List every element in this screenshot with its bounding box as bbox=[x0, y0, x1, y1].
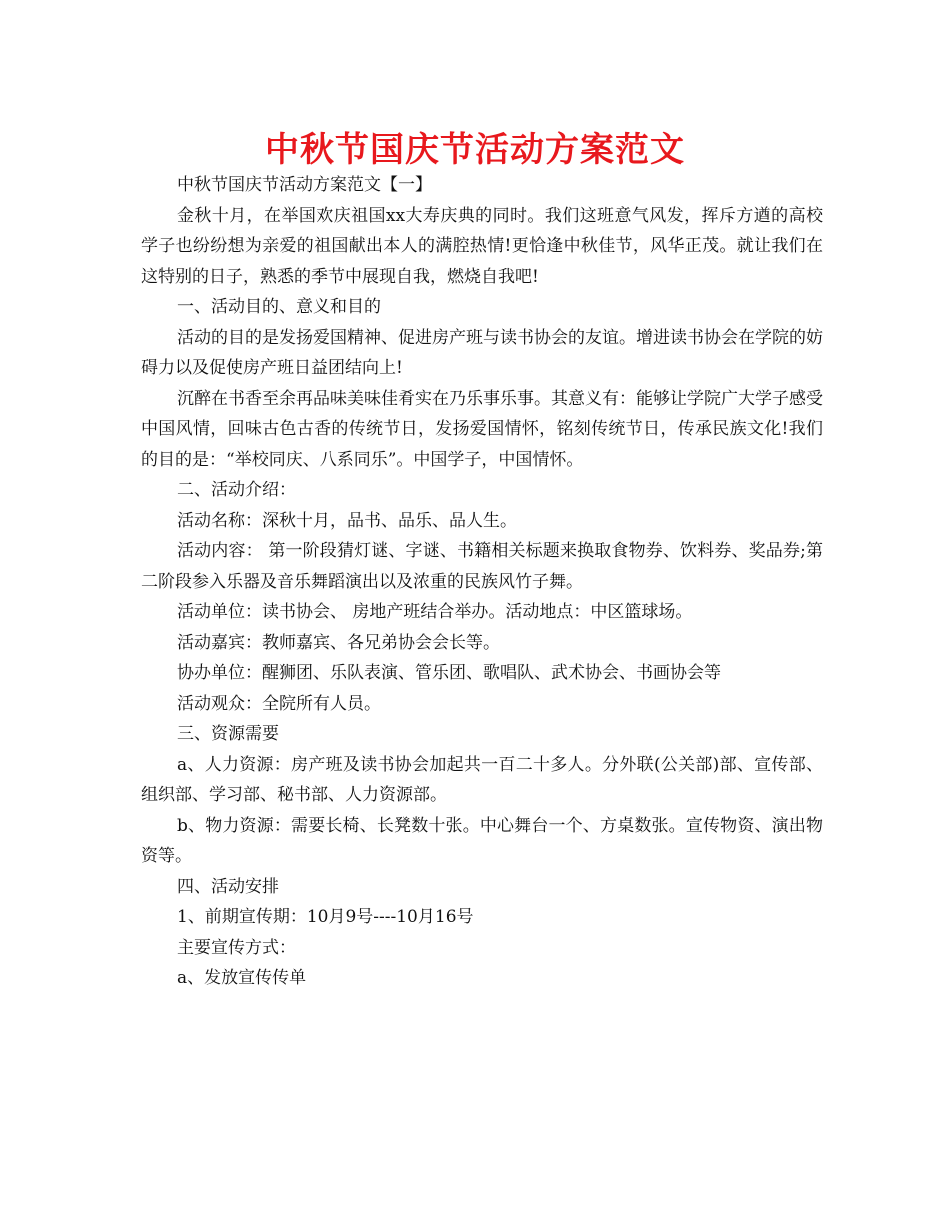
paragraph: 活动观众：全院所有人员。 bbox=[177, 693, 381, 714]
paragraph: 中秋节国庆节活动方案范文【一】 bbox=[177, 175, 432, 195]
paragraph: 活动名称：深秋十月，品书、品乐、品人生。 bbox=[177, 510, 517, 531]
paragraph: 活动内容： 第一阶段猜灯谜、字谜、书籍相关标题来换取食物券、饮料券、奖品券;第二阶段参入乐器及音乐舞蹈演出以及浓重的民族风竹子舞。 bbox=[141, 541, 823, 592]
section-heading: 三、资源需要 bbox=[177, 724, 279, 744]
paragraph: a、人力资源：房产班及读书协会加起共一百二十多人。分外联(公关部)部、宣传部、组织部、学习部、秘书部、人力资源部。 bbox=[141, 754, 823, 805]
paragraph: 协办单位：醒狮团、乐队表演、管乐团、歌唱队、武术协会、书画协会等 bbox=[177, 663, 721, 683]
paragraph: 金秋十月，在举国欢庆祖国xx大寿庆典的同时。我们这班意气风发，挥斥方遒的高校学子也纷纷想为亲爱的祖国献出本人的满腔热情!更恰逢中秋佳节，风华正茂。就让我们在这特别的日子，熟悉的季节中展现自我，燃烧自我吧! bbox=[141, 205, 823, 287]
paragraph: a、发放宣传传单 bbox=[177, 968, 307, 988]
paragraph: 主要宣传方式： bbox=[177, 937, 296, 958]
paragraph: 活动嘉宾：教师嘉宾、各兄弟协会会长等。 bbox=[177, 632, 500, 653]
paragraph: 活动单位：读书协会、 房地产班结合举办。活动地点：中区篮球场。 bbox=[177, 602, 693, 622]
paragraph: b、物力资源：需要长椅、长凳数十张。中心舞台一个、方桌数张。宣传物资、演出物资等。 bbox=[141, 815, 823, 866]
paragraph: 活动的目的是发扬爱国精神、促进房产班与读书协会的友谊。增进读书协会在学院的妨碍力以及促使房产班日益团结向上! bbox=[141, 327, 823, 378]
document-title: 中秋节国庆节活动方案范文 bbox=[265, 130, 685, 170]
document-body bbox=[141, 170, 823, 994]
section-heading: 一、活动目的、意义和目的 bbox=[177, 297, 381, 317]
paragraph: 1、前期宣传期：10月9号----10月16号 bbox=[177, 907, 474, 927]
section-heading: 二、活动介绍： bbox=[177, 480, 296, 500]
paragraph: 沉醉在书香至余再品味美味佳肴实在乃乐事乐事。其意义有：能够让学院广大学子感受中国风情，回味古色古香的传统节日，发扬爱国情怀，铭刻传统节日，传承民族文化!我们的目的是：“举校同庆、八系同乐”。中国学子，中国情怀。 bbox=[141, 388, 823, 470]
section-heading: 四、活动安排 bbox=[177, 876, 279, 897]
